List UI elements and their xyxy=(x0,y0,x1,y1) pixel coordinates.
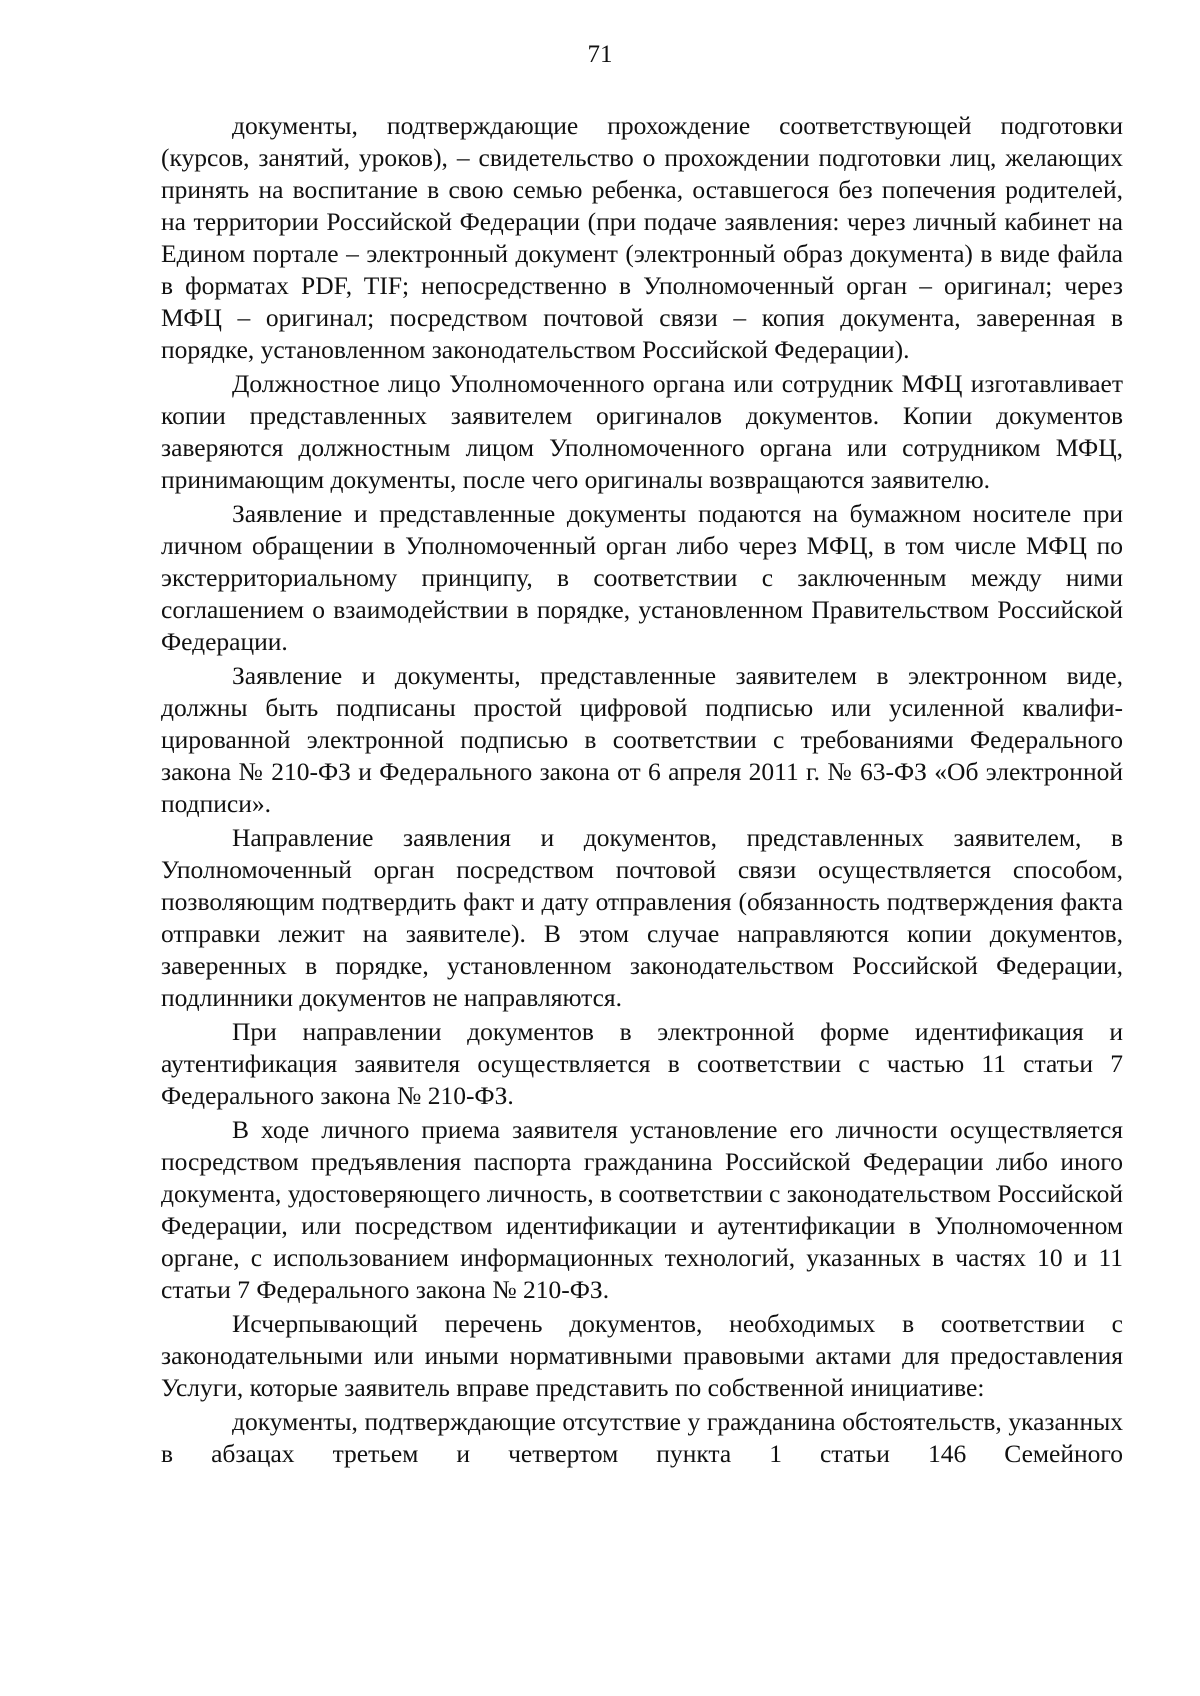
paragraph-personal-reception: В ходе личного приема заявителя установление его личности осуществляется посредством предъявления паспорта гражданина Российской Федерации либо иного документа, удостоверяющего личность, в соответствии с законодательством Российской Федерации, или посредством идентификации и аутентификации в Уполномоченном органе, с использованием информационных технологий, указанных в частях 10 и 11 статьи 7 Федерального закона № 210-ФЗ. xyxy=(161,1115,1123,1304)
paragraph-training-documents: документы, подтверждающие прохождение соответствующей подготовки (курсов, занятий, уроков), – свидетельство о прохождении подготовки лиц, желающих принять на воспитание в свою семью ребенка, оставшегося без попечения родителей, на территории Российской Федерации (при подаче заявления: через личный кабинет на Едином портале – электронный документ (электронный образ документа) в виде файла в форматах PDF, TIF; непосредственно в Уполномоченный орган – оригинал; через МФЦ – оригинал; посредством почтовой связи – копия документа, заверенная в порядке, установленном законодательством Российской Федерации). xyxy=(161,111,1123,364)
paragraph-electronic-identification: При направлении документов в электронной форме идентификация и аутентификация заявителя осуществляется в соответствии с частью 11 статьи 7 Федерального закона № 210-ФЗ. xyxy=(161,1017,1123,1110)
paragraph-document-list: Исчерпывающий перечень документов, необходимых в соответствии с законодательными или иными нормативными правовыми актами для предоставления Услуги, которые заявитель вправе представить по собственной инициативе: xyxy=(161,1309,1123,1402)
paragraph-electronic-signature: Заявление и документы, представленные заявителем в электронном виде, должны быть подписаны простой цифровой подписью или усиленной квалифицированной электронной подписью в соответствии с требованиями Федерального закона № 210-ФЗ и Федерального закона от 6 апреля 2011 г. № 63-ФЗ «Об электронной подписи». xyxy=(161,661,1123,818)
paragraph-circumstances-documents: документы, подтверждающие отсутствие у гражданина обстоятельств, указанных в абзацах третьем и четвертом пункта 1 статьи 146 Семейного xyxy=(161,1407,1123,1468)
document-body xyxy=(161,110,1123,1470)
paragraph-postal-submission: Направление заявления и документов, представленных заявителем, в Уполномоченный орган посредством почтовой связи осуществляется способом, позволяющим подтвердить факт и дату отправления (обязанность подтверждения факта отправки лежит на заявителе). В этом случае направляются копии документов, заверенных в порядке, установленном законодательством Российской Федерации, подлинники документов не направляются. xyxy=(161,823,1123,1012)
paragraph-copies-certification: Должностное лицо Уполномоченного органа или сотрудник МФЦ изготавливает копии представленных заявителем оригиналов документов. Копии документов заверяются должностным лицом Уполномоченного органа или сотрудником МФЦ, принимающим документы, после чего оригиналы возвращаются заявителю. xyxy=(161,369,1123,494)
page-number: 71 xyxy=(587,41,613,68)
paragraph-paper-submission: Заявление и представленные документы подаются на бумажном носителе при личном обращении в Уполномоченный орган либо через МФЦ, в том числе МФЦ по экстерриториальному принципу, в соответствии с заключенным между ними соглашением о взаимодействии в порядке, установленном Правительством Российской Федерации. xyxy=(161,499,1123,656)
